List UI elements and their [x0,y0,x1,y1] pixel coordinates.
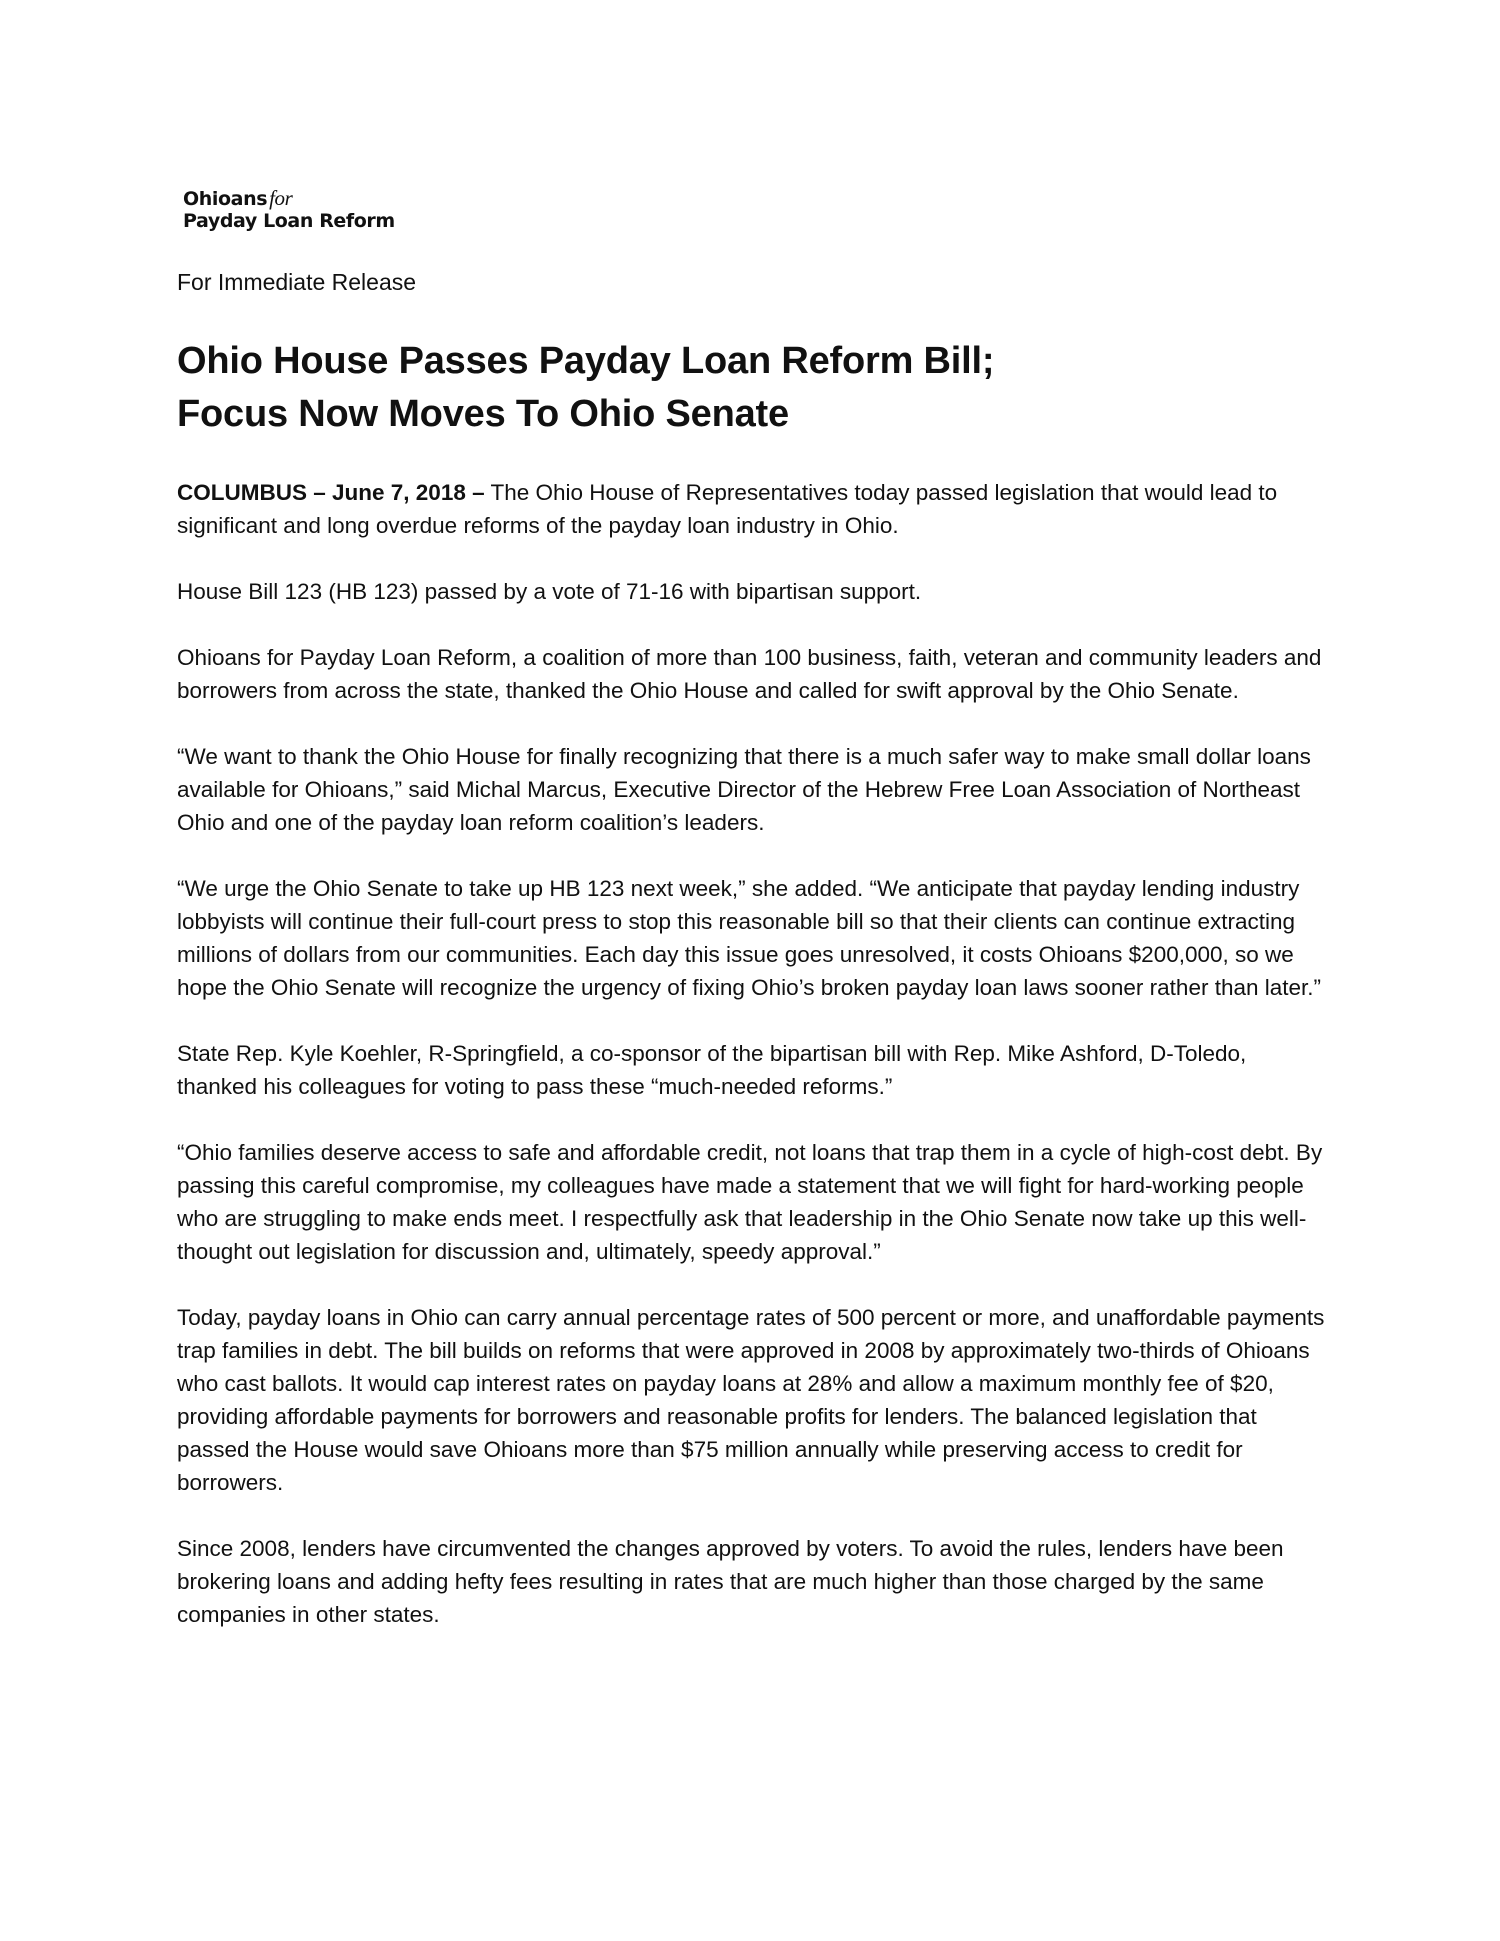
dateline: COLUMBUS – June 7, 2018 – [177,480,485,505]
paragraph-urge-senate: “We urge the Ohio Senate to take up HB 123 next week,” she added. “We anticipate that payday lending industry lobbyists will continue their full-court press to stop this reasonable bill so that their clients can continue extracting millions of dollars from our communities. Each day this issue goes unresolved, it costs Ohioans $200,000, so we hope the Ohio Senate will recognize the urgency of fixing Ohio’s broken payday loan laws sooner rather than later.” [177,876,1322,1000]
paragraph-quote-marcus: “We want to thank the Ohio House for finally recognizing that there is a much safer way to make small dollar loans available for Ohioans,” said Michal Marcus, Executive Director of the Hebrew Free Loan Association of Northeast Ohio and one of the payday loan reform coalition’s leaders. [177,744,1311,835]
paragraph-quote-koehler: “Ohio families deserve access to safe and affordable credit, not loans that trap them in a cycle of high-cost debt. By passing this careful compromise, my colleagues have made a statement that we will fight for hard-working people who are struggling to make ends meet. I respectfully ask that leadership in the Ohio Senate now take up this well-thought out legislation for discussion and, ultimately, speedy approval.” [177,1140,1323,1264]
logo-line-2: Payday Loan Reform [183,209,395,232]
logo-ohioans: Ohioans [183,188,268,210]
headline-line-2: Focus Now Moves To Ohio Senate [177,393,789,435]
organization-logo [183,186,443,233]
paragraph-coalition: Ohioans for Payday Loan Reform, a coalition of more than 100 business, faith, veteran and community leaders and borrowers from across the state, thanked the Ohio House and called for swift approval by the Ohio Senate. [177,645,1322,703]
lead-text: The Ohio House of Representatives today passed legislation that would lead to significant and long overdue reforms of the payday loan industry in Ohio. [177,480,1278,538]
logo-for: for [269,186,293,210]
paragraph-koehler: State Rep. Kyle Koehler, R-Springfield, a co-sponsor of the bipartisan bill with Rep. Mike Ashford, D-Toledo, thanked his colleagues for voting to pass these “much-needed reforms.” [177,1041,1247,1099]
headline [177,335,994,441]
release-label: For Immediate Release [177,269,417,295]
paragraph-lead [177,476,1327,542]
paragraph-rates: Today, payday loans in Ohio can carry annual percentage rates of 500 percent or more, and unaffordable payments trap families in debt. The bill builds on reforms that were approved in 2008 by approximately two-thirds of Ohioans who cast ballots. It would cap interest rates on payday loans at 28% and allow a maximum monthly fee of $20, providing affordable payments for borrowers and reasonable profits for lenders. The balanced legislation that passed the House would save Ohioans more than $75 million annually while preserving access to credit for borrowers. [177,1305,1325,1495]
article-body [177,476,1327,1664]
logo-line-1 [183,186,443,211]
paragraph-vote: House Bill 123 (HB 123) passed by a vote of 71-16 with bipartisan support. [177,579,922,604]
headline-line-1: Ohio House Passes Payday Loan Reform Bill; [177,340,995,382]
paragraph-since-2008: Since 2008, lenders have circumvented the changes approved by voters. To avoid the rules, lenders have been brokering loans and adding hefty fees resulting in rates that are much higher than those charged by the same companies in other states. [177,1536,1284,1627]
